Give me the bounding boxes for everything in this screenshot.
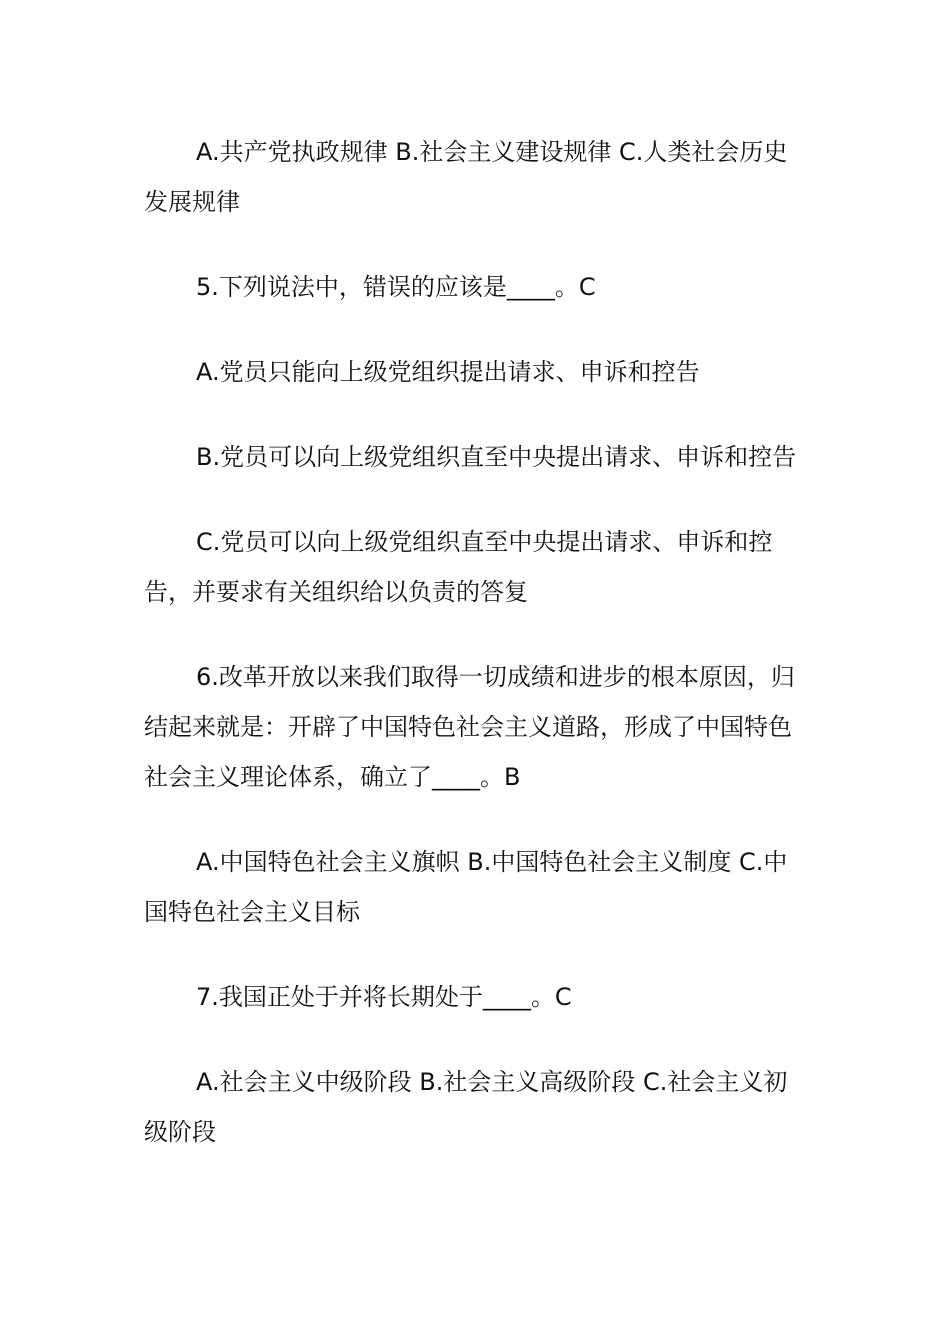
question-7-options: A.社会主义中级阶段 B.社会主义高级阶段 C.社会主义初级阶段 xyxy=(144,1068,788,1146)
question-7-stem: 7.我国正处于并将长期处于____。C xyxy=(196,983,572,1011)
question-5-option-c: C.党员可以向上级党组织直至中央提出请求、申诉和控告，并要求有关组织给以负责的答复 xyxy=(144,528,773,606)
question-5-stem: 5.下列说法中，错误的应该是____。C xyxy=(196,273,596,301)
question-5-option-b: B.党员可以向上级党组织直至中央提出请求、申诉和控告 xyxy=(196,443,797,471)
question-4-options: A.共产党执政规律 B.社会主义建设规律 C.人类社会历史发展规律 xyxy=(144,138,788,216)
document-body xyxy=(144,127,804,1192)
question-6-stem: 6.改革开放以来我们取得一切成绩和进步的根本原因，归结起来就是：开辟了中国特色社会主义道路，形成了中国特色社会主义理论体系，确立了____。B xyxy=(144,663,795,791)
question-6-options: A.中国特色社会主义旗帜 B.中国特色社会主义制度 C.中国特色社会主义目标 xyxy=(144,848,788,926)
question-5-option-a: A.党员只能向上级党组织提出请求、申诉和控告 xyxy=(196,358,700,386)
